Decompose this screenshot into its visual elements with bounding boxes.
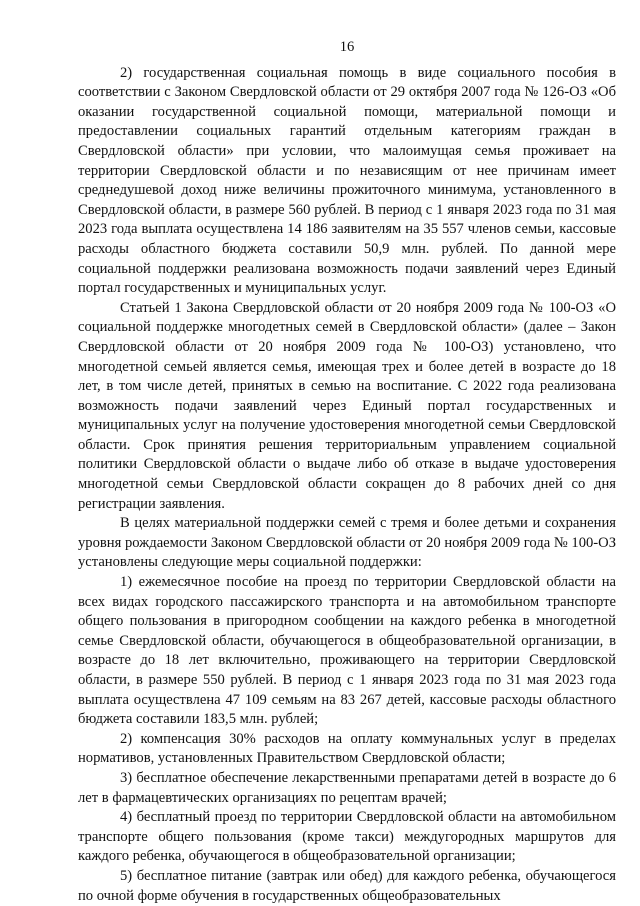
list-item-free-meals: 5) бесплатное питание (завтрак или обед) для каждого ребенка, обучающегося по очной форме обучения в государственных общеобразовательных — [78, 867, 616, 904]
list-item-free-medicines: 3) бесплатное обеспечение лекарственными препаратами детей в возрасте до 6 лет в фармацевтических организациях по рецептам врачей; — [78, 769, 616, 806]
list-item-transport-allowance: 1) ежемесячное пособие на проезд по территории Свердловской области на всех видах городского пассажирского транспорта и на автомобильном транспорте общего пользования в пригородном сообщении на каждого ребенка в многодетной семье Свердловской области, обучающегося в общеобразовательной организации, в возрасте до 18 лет включительно, проживающего на территории Свердловской области, в размере 550 рублей. В период с 1 января 2023 года по 31 мая 2023 года выплата осуществлена 47 109 семьям на 83 267 детей, кассовые расходы областного бюджета составили 183,5 млн. рублей; — [78, 574, 616, 728]
page-number: 16 — [339, 39, 355, 55]
paragraph-social-benefit: 2) государственная социальная помощь в виде социального пособия в соответствии с Законом Свердловской области от 29 октября 2007 года № 126-ОЗ «Об оказании государственной социальной помощи, материальной помощи и предоставлении социальных гарантий отдельным категориям граждан в Свердловской области» при условии, что малоимущая семья проживает на территории Свердловской области и по независящим от нее причинам имеет среднедушевой доход ниже величины прожиточного минимума, установленного в Свердловской области, в размере 560 рублей. В период с 1 января 2023 года по 31 мая 2023 года выплата осуществлена 14 186 заявителям на 35 557 членов семьи, кассовые расходы областного бюджета составили 50,9 млн. рублей. По данной мере социальной поддержки реализована возможность подачи заявлений через Единый портал государственных и муниципальных услуг. — [78, 64, 616, 297]
list-item-free-travel: 4) бесплатный проезд по территории Свердловской области на автомобильном транспорте общего пользования (кроме такси) междугородных маршрутов для каждого ребенка, обучающегося в общеобразовательной организации; — [78, 809, 616, 865]
paragraph-support-measures-intro: В целях материальной поддержки семей с тремя и более детьми и сохранения уровня рождаемости Законом Свердловской области от 20 ноября 2009 года № 100-ОЗ установлены следующие меры социальной поддержки: — [78, 515, 617, 571]
list-item-utility-compensation: 2) компенсация 30% расходов на оплату коммунальных услуг в пределах нормативов, установленных Правительством Свердловской области; — [78, 730, 616, 767]
paragraph-large-family-definition: Статьей 1 Закона Свердловской области от 20 ноября 2009 года № 100-ОЗ «О социальной поддержке многодетных семей в Свердловской области» (далее – Закон Свердловской области от 20 ноября 2009 года № 100-ОЗ) установлено, что многодетной семьей является семья, имеющая трех и более детей в возрасте до 18 лет, в том числе детей, принятых в семью на воспитание. С 2022 года реализована возможность подачи заявлений через Единый портал государственных и муниципальных услуг на получение удостоверения многодетной семьи Свердловской области. Срок принятия решения территориальным управлением социальной политики Свердловской области о выдаче либо об отказе в выдаче удостоверения многодетной семьи Свердловской области сокращен до 8 рабочих дней со дня регистрации заявления. — [78, 299, 616, 512]
